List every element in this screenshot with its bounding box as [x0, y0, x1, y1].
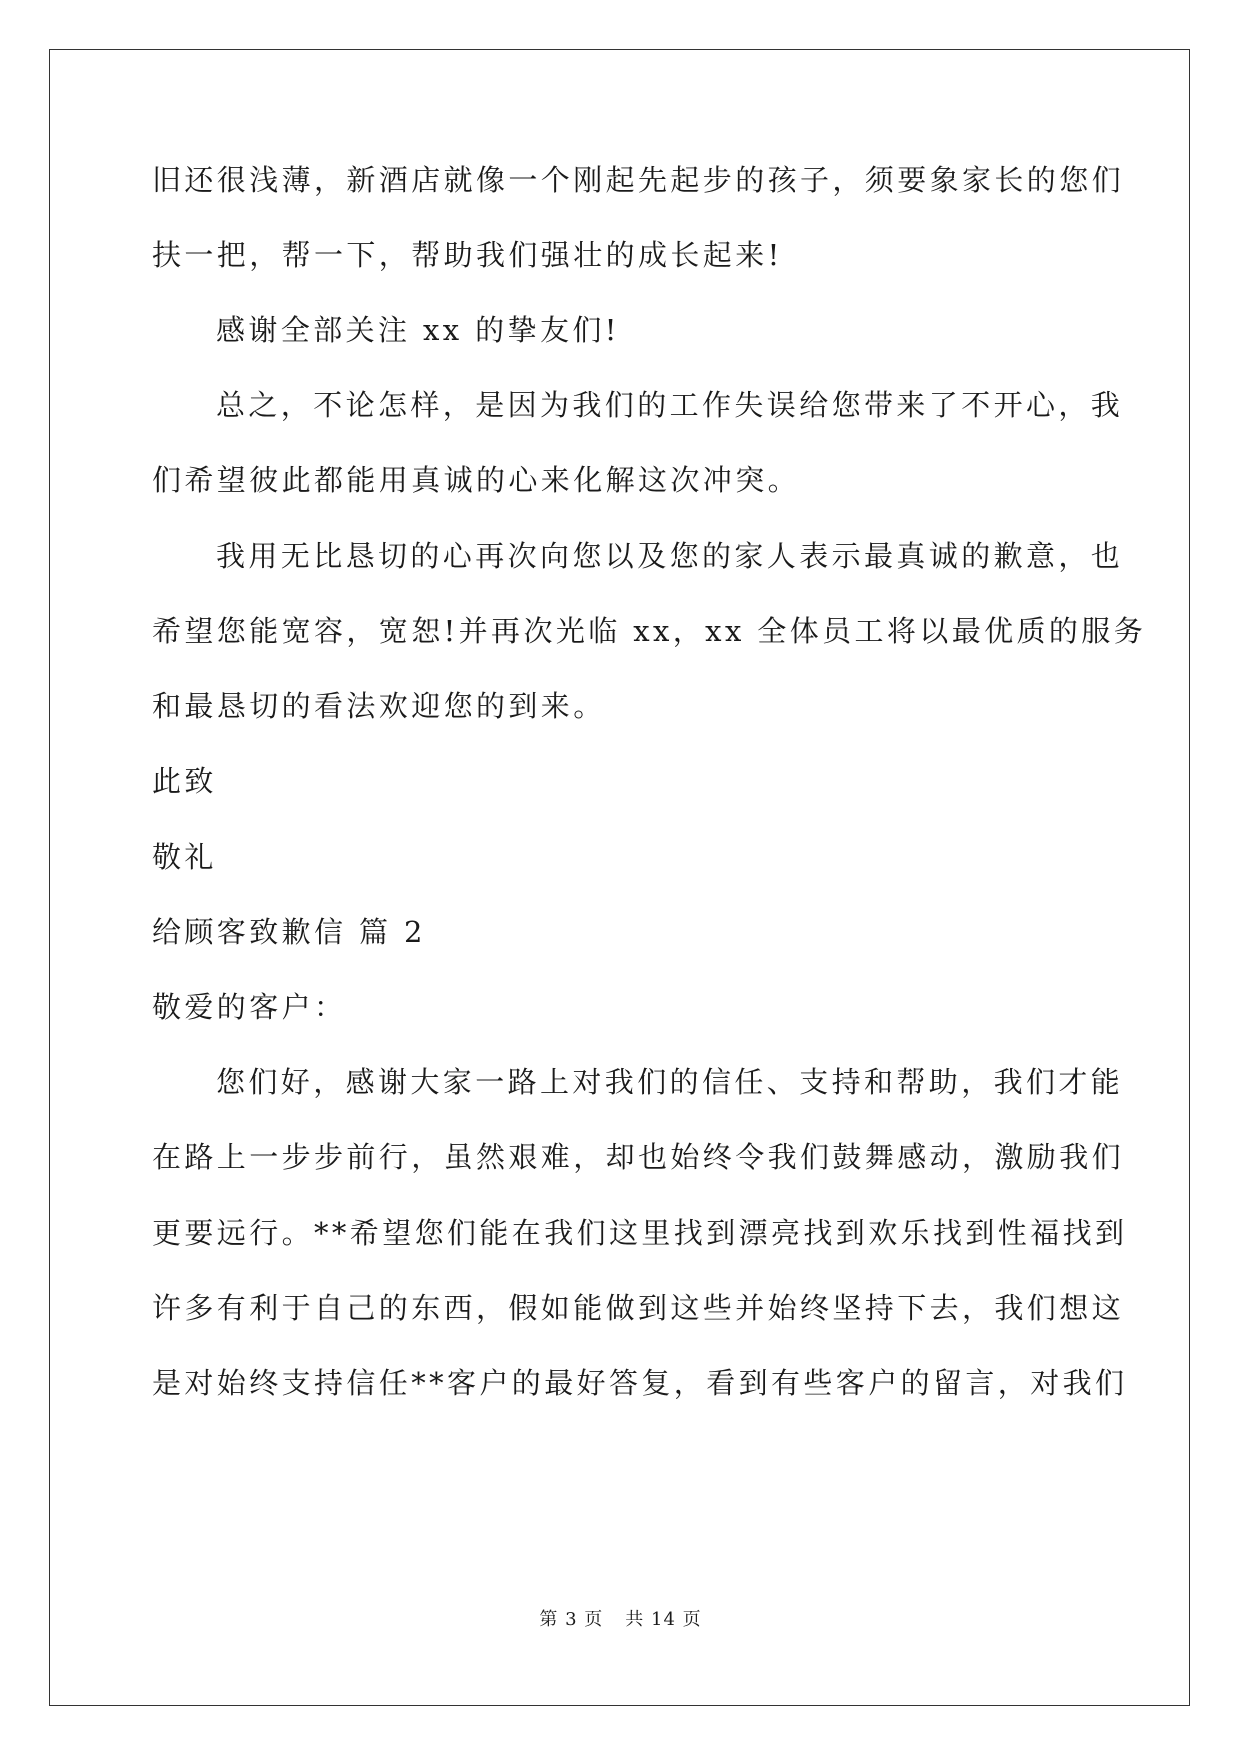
closing-salutation: 此致: [152, 764, 217, 798]
text-line: 我用无比恳切的心再次向您以及您的家人表示最真诚的歉意，也: [216, 539, 1124, 573]
text-line: 许多有利于自己的东西，假如能做到这些并始终坚持下去，我们想这: [152, 1291, 1125, 1325]
text-line: 希望您能宽容，宽恕!并再次光临 xx，xx 全体员工将以最优质的服务: [152, 614, 1147, 648]
text-line: 总之，不论怎样，是因为我们的工作失误给您带来了不开心，我: [216, 388, 1124, 422]
section-heading: 给顾客致歉信 篇 2: [152, 915, 426, 949]
page-number: 第 3 页: [539, 1609, 604, 1630]
page-border: [49, 49, 1190, 1706]
text-line: 感谢全部关注 xx 的挚友们!: [216, 313, 620, 347]
text-line: 和最恳切的看法欢迎您的到来。: [152, 689, 606, 723]
text-line: 是对始终支持信任**客户的最好答复，看到有些客户的留言，对我们: [152, 1366, 1128, 1400]
text-line: 旧还很浅薄，新酒店就像一个刚起先起步的孩子，须要象家长的您们: [152, 163, 1125, 197]
text-line: 们希望彼此都能用真诚的心来化解这次冲突。: [152, 463, 801, 497]
page-total: 共 14 页: [625, 1609, 702, 1630]
text-line: 扶一把，帮一下，帮助我们强壮的成长起来!: [152, 238, 783, 272]
text-line: 您们好，感谢大家一路上对我们的信任、支持和帮助，我们才能: [216, 1065, 1124, 1099]
page-footer: [0, 1605, 1241, 1631]
greeting: 敬爱的客户：: [152, 990, 347, 1024]
closing-regards: 敬礼: [152, 840, 217, 874]
text-line: 在路上一步步前行，虽然艰难，却也始终令我们鼓舞感动，激励我们: [152, 1140, 1125, 1174]
text-line: 更要远行。**希望您们能在我们这里找到漂亮找到欢乐找到性福找到: [152, 1216, 1128, 1250]
